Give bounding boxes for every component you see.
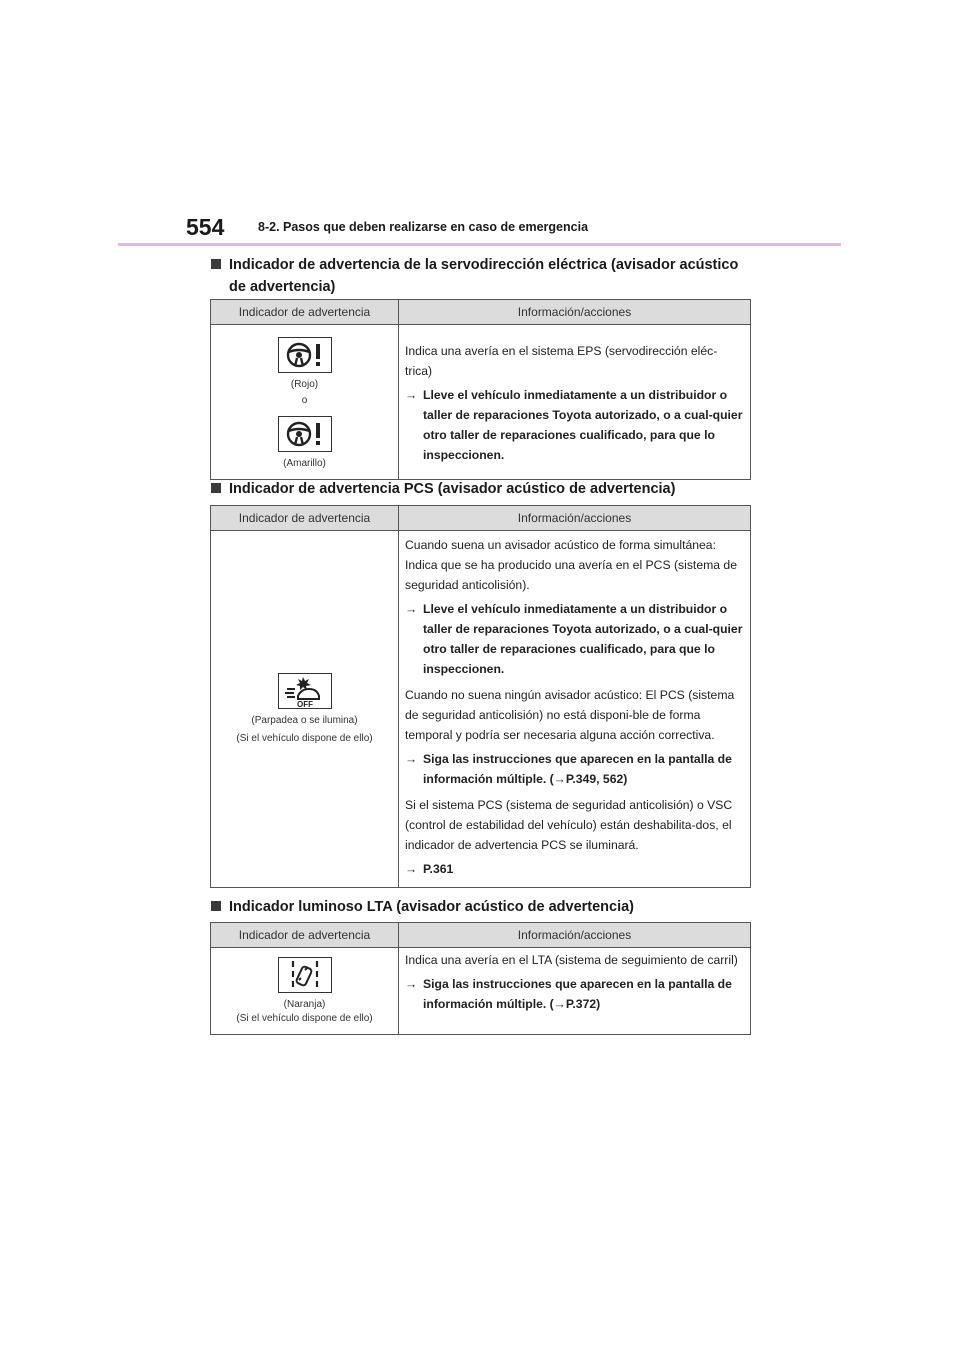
info-cell	[399, 325, 751, 480]
info-text: Indica una avería en el LTA (sistema de seguimiento de carril)	[405, 953, 738, 967]
steering-warning-icon	[278, 416, 332, 452]
action-text	[405, 974, 744, 1014]
section-title-pcs	[211, 478, 751, 500]
action-label: Lleve el vehículo inmediatamente a un distribuidor o taller de reparaciones Toyota autorizado, o a cual-quier otro taller de reparaciones cualificado, para que lo inspeccionen.	[423, 602, 743, 676]
section-bullet	[211, 483, 221, 493]
pcs-off-icon	[278, 673, 332, 709]
info-cell	[399, 948, 751, 1035]
action-label: P.361	[423, 862, 454, 876]
info-text: Indica una avería en el sistema EPS (servodirección eléc-trica)	[405, 344, 718, 378]
table-header-row	[211, 506, 751, 531]
section-title-text: Indicador de advertencia PCS (avisador acústico de advertencia)	[229, 481, 676, 497]
indicator-cell	[211, 531, 399, 888]
page-number: 554	[186, 214, 225, 240]
column-header-info: Información/acciones	[399, 923, 751, 948]
indicator-cell	[211, 325, 399, 480]
arrow-icon: →	[405, 752, 418, 766]
info-text: Cuando suena un avisador acústico de forma simultánea: Indica que se ha producido una avería en el PCS (sistema de seguridad anticolisión).	[405, 538, 737, 592]
column-header-indicator: Indicador de advertencia	[211, 923, 399, 948]
table-row	[211, 948, 751, 1035]
action-label: Siga las instrucciones que aparecen en la pantalla de información múltiple. (→P.349, 562)	[423, 752, 732, 786]
arrow-icon: →	[405, 977, 418, 991]
icon-caption: (Amarillo)	[283, 458, 326, 469]
icon-caption-note: (Si el vehículo dispone de ello)	[236, 732, 373, 744]
column-header-indicator: Indicador de advertencia	[211, 300, 399, 325]
column-header-indicator: Indicador de advertencia	[211, 506, 399, 531]
arrow-icon: →	[405, 862, 418, 876]
icon-caption: (Rojo)	[290, 379, 319, 390]
info-text: Cuando no suena ningún avisador acústico: El PCS (sistema de seguridad anticolisión) no está disponi-ble de forma temporal y podría ser necesaria alguna acción correctiva.	[405, 688, 735, 742]
icon-caption: (Naranja)	[283, 998, 326, 1010]
info-text: Si el sistema PCS (sistema de seguridad anticolisión) o VSC (control de estabilidad del vehículo) están deshabilita-dos, el indicador de advertencia PCS se iluminará.	[405, 798, 733, 852]
table-row	[211, 531, 751, 888]
section-bullet	[211, 259, 221, 269]
indicator-cell	[211, 948, 399, 1035]
section-title-text: Indicador de advertencia de la servodirección eléctrica (avisador acústico de advertencia)	[229, 257, 739, 295]
action-text	[405, 749, 744, 789]
eps-warning-table	[210, 299, 751, 480]
section-title-eps	[211, 254, 751, 298]
action-text	[405, 859, 744, 879]
action-text	[405, 385, 744, 465]
steering-warning-icon	[278, 337, 332, 373]
table-header-row	[211, 300, 751, 325]
icon-separator: o	[301, 395, 308, 406]
icon-caption-note: (Si el vehículo dispone de ello)	[236, 1012, 373, 1024]
lta-warning-table	[210, 922, 751, 1035]
column-header-info: Información/acciones	[399, 300, 751, 325]
table-header-row	[211, 923, 751, 948]
action-label: Siga las instrucciones que aparecen en la pantalla de información múltiple. (→P.372)	[423, 977, 732, 1011]
lta-icon	[278, 957, 332, 993]
icon-caption: (Parpadea o se ilumina)	[251, 714, 358, 726]
section-title-lta	[211, 896, 751, 918]
pcs-warning-table	[210, 505, 751, 888]
off-badge: OFF	[296, 699, 313, 708]
section-bullet	[211, 901, 221, 911]
column-header-info: Información/acciones	[399, 506, 751, 531]
table-row	[211, 325, 751, 480]
header-rule	[118, 243, 841, 246]
action-text	[405, 599, 744, 679]
chapter-title: 8-2. Pasos que deben realizarse en caso de emergencia	[258, 220, 589, 234]
arrow-icon: →	[405, 602, 418, 616]
info-cell	[399, 531, 751, 888]
section-title-text: Indicador luminoso LTA (avisador acústico de advertencia)	[229, 899, 635, 915]
arrow-icon: →	[405, 388, 418, 402]
action-label: Lleve el vehículo inmediatamente a un distribuidor o taller de reparaciones Toyota autorizado, o a cual-quier otro taller de reparaciones cualificado, para que lo inspeccionen.	[423, 388, 743, 462]
